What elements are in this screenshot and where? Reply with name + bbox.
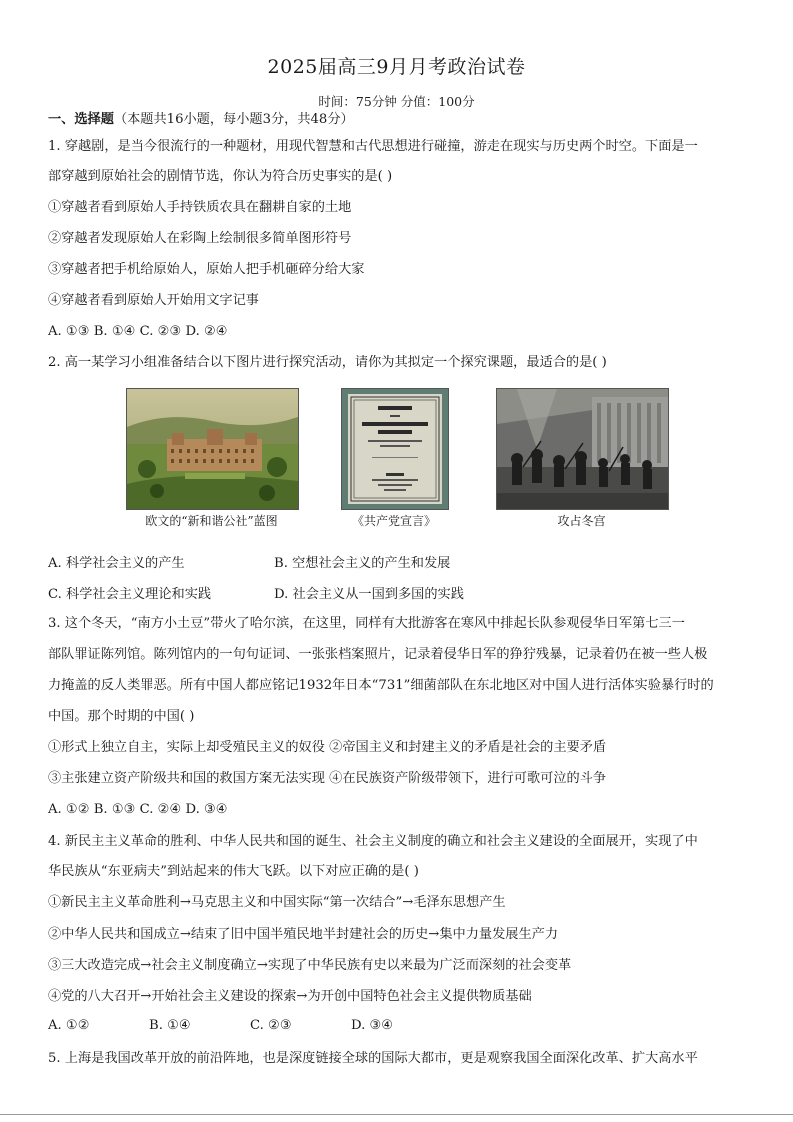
q2-option-b: B. 空想社会主义的产生和发展 — [274, 556, 451, 571]
section-instructions: （本题共16小题，每小题3分，共48分） — [113, 112, 354, 127]
q4-option-b: B. ①④ — [149, 1018, 191, 1033]
q4-statement-2: ②中华人民共和国成立→结束了旧中国半殖民地半封建社会的历史→集中力量发展生产力 — [48, 927, 559, 942]
q3-stem-line1: 3. 这个冬天，“南方小土豆”带火了哈尔滨，在这里，同样有大批游客在寒风中排起长队参观侵华日军第七三一 — [48, 616, 685, 631]
q3-statements-3-4: ③主张建立资产阶级共和国的救国方案无法实现 ④在民族资产阶级带领下，进行可歌可泣的斗争 — [48, 771, 607, 786]
page-title: 2025届高三9月月考政治试卷 — [267, 56, 526, 78]
page-bottom-divider — [0, 1114, 793, 1115]
section-title: 一、选择题 — [48, 112, 114, 127]
q3-stem-line4: 中国。那个时期的中国( ) — [48, 709, 195, 724]
q2-option-c: C. 科学社会主义理论和实践 — [48, 587, 212, 602]
q4-option-c: C. ②③ — [250, 1018, 292, 1033]
q2-option-a: A. 科学社会主义的产生 — [48, 556, 185, 571]
section-heading — [48, 110, 753, 130]
q4-option-d: D. ③④ — [351, 1018, 394, 1033]
storming-winter-palace-image — [496, 388, 669, 510]
q4-statement-4: ④党的八大召开→开始社会主义建设的探索→为开创中国特色社会主义提供物质基础 — [48, 989, 532, 1004]
caption-winter-palace: 攻占冬宫 — [557, 514, 606, 528]
q1-stem-line2: 部穿越到原始社会的剧情节选，你认为符合历史事实的是( ) — [48, 169, 393, 184]
new-harmony-blueprint-image — [126, 388, 299, 510]
communist-manifesto-cover-image — [341, 388, 449, 510]
q4-statement-1: ①新民主主义革命胜利→马克思主义和中国实际“第一次结合”→毛泽东思想产生 — [48, 895, 506, 910]
caption-communist-manifesto: 《共产党宣言》 — [351, 514, 436, 528]
q4-option-a: A. ①② — [48, 1018, 90, 1033]
q1-statement-3: ③穿越者把手机给原始人，原始人把手机砸碎分给大家 — [48, 262, 365, 277]
q3-options: A. ①② B. ①③ C. ②④ D. ③④ — [48, 802, 228, 817]
q1-statement-2: ②穿越者发现原始人在彩陶上绘制很多简单图形符号 — [48, 231, 352, 246]
q3-statements-1-2: ①形式上独立自主，实际上却受殖民主义的奴役 ②帝国主义和封建主义的矛盾是社会的主要矛盾 — [48, 740, 607, 755]
q5-stem-line1: 5. 上海是我国改革开放的前沿阵地，也是深度链接全球的国际大都市，更是观察我国全面深化改革、扩大高水平 — [48, 1051, 698, 1066]
q2-stem: 2. 高一某学习小组准备结合以下图片进行探究活动，请你为其拟定一个探究课题，最适合的是( ) — [48, 355, 607, 370]
q4-stem-line1: 4. 新民主主义革命的胜利、中华人民共和国的诞生、社会主义制度的确立和社会主义建设的全面展开，实现了中 — [48, 834, 698, 849]
q4-stem-line2: 华民族从“东亚病夫”到站起来的伟大飞跃。以下对应正确的是( ) — [48, 864, 419, 879]
q4-statement-3: ③三大改造完成→社会主义制度确立→实现了中华民族有史以来最为广泛而深刻的社会变革 — [48, 958, 572, 973]
exam-info: 时间：75分钟 分值：100分 — [318, 94, 475, 109]
q3-stem-line2: 部队罪证陈列馆。陈列馆内的一句句证词、一张张档案照片，记录着侵华日军的狰狞残暴，记录着仍在被一些人极 — [48, 647, 708, 662]
q1-statement-4: ④穿越者看到原始人开始用文字记事 — [48, 293, 259, 308]
q1-statement-1: ①穿越者看到原始人手持铁质农具在翻耕自家的土地 — [48, 200, 352, 215]
caption-new-harmony: 欧文的“新和谐公社”蓝图 — [145, 514, 278, 528]
q3-stem-line3: 力掩盖的反人类罪恶。所有中国人都应铭记1932年日本“731”细菌部队在东北地区对中国人进行活体实验暴行时的 — [48, 678, 714, 693]
q1-options: A. ①③ B. ①④ C. ②③ D. ②④ — [48, 324, 228, 339]
q1-stem-line1: 1. 穿越剧，是当今很流行的一种题材，用现代智慧和古代思想进行碰撞，游走在现实与历史两个时空。下面是一 — [48, 139, 698, 154]
q2-option-d: D. 社会主义从一国到多国的实践 — [274, 587, 464, 602]
